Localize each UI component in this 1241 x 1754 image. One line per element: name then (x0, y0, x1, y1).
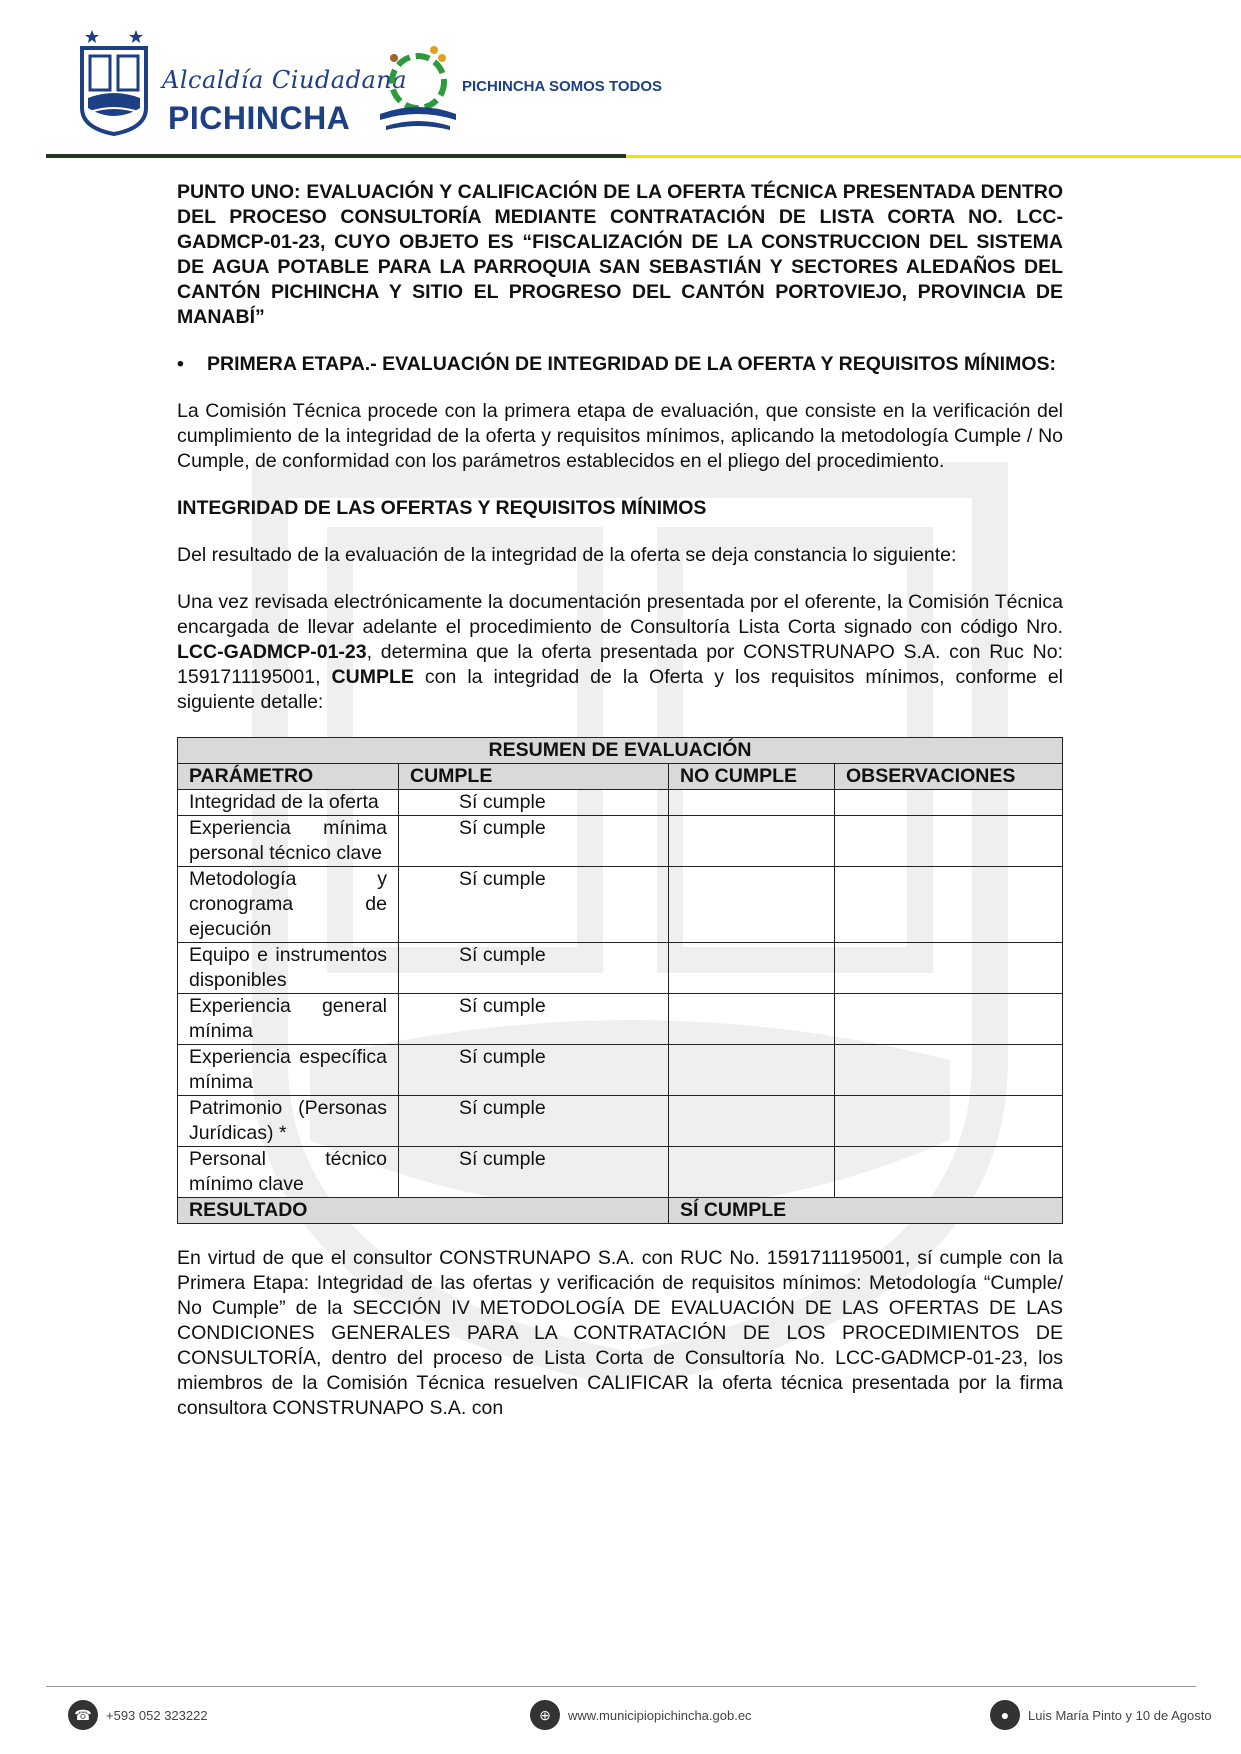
phone-icon: ☎ (68, 1700, 98, 1730)
header-cumple: CUMPLE (399, 764, 669, 790)
table-row (178, 994, 1063, 1045)
cell-param: Equipo e instrumentos disponibles (178, 943, 399, 994)
cell-no-cumple (669, 1147, 835, 1198)
table-result-row (178, 1198, 1063, 1224)
document-title: PUNTO UNO: EVALUACIÓN Y CALIFICACIÓN DE LA OFERTA TÉCNICA PRESENTADA DENTRO DEL PROCESO CONSULTORÍA MEDIANTE CONTRATACIÓN DE LISTA CORTA NO. LCC-GADMCP-01-23, CUYO OBJETO ES “FISCALIZACIÓN DE LA CONSTRUCCION DEL SISTEMA DE AGUA POTABLE PARA LA PARROQUIA SAN SEBASTIÁN Y SECTORES ALEDAÑOS DEL CANTÓN PICHINCHA Y SITIO EL PROGRESO DEL CANTÓN PORTOVIEJO, PROVINCIA DE MANABÍ” (177, 181, 1063, 328)
cell-cumple: Sí cumple (399, 1096, 669, 1147)
cell-observaciones (834, 943, 1062, 994)
cell-observaciones (834, 994, 1062, 1045)
section-heading: INTEGRIDAD DE LAS OFERTAS Y REQUISITOS MÍNIMOS (177, 497, 707, 519)
cell-param: Personal técnico mínimo clave (178, 1147, 399, 1198)
paragraph-3 (177, 590, 1063, 715)
header-divider-yellow (626, 155, 1241, 158)
footer-phone-text: +593 052 323222 (106, 1707, 208, 1723)
document-body (177, 180, 1063, 1421)
cell-no-cumple (669, 1096, 835, 1147)
evaluation-table (177, 737, 1063, 1224)
cell-no-cumple (669, 867, 835, 943)
slogan-logo-icon (376, 38, 460, 134)
result-label: RESULTADO (178, 1198, 669, 1224)
table-caption: RESUMEN DE EVALUACIÓN (178, 738, 1063, 764)
header-parametro: PARÁMETRO (178, 764, 399, 790)
header-no-cumple: NO CUMPLE (669, 764, 835, 790)
cell-param: Experiencia específica mínima (178, 1045, 399, 1096)
bullet-text: PRIMERA ETAPA.- EVALUACIÓN DE INTEGRIDAD DE LA OFERTA Y REQUISITOS MÍNIMOS: (207, 353, 1057, 375)
footer-address (990, 1700, 1212, 1730)
slogan-text: PICHINCHA SOMOS TODOS (462, 78, 663, 95)
cell-cumple: Sí cumple (399, 1045, 669, 1096)
header-observaciones: OBSERVACIONES (834, 764, 1062, 790)
paragraph-1: La Comisión Técnica procede con la primera etapa de evaluación, que consiste en la verificación del cumplimiento de la integridad de la oferta y requisitos mínimos, aplicando la metodología Cumple / No Cumple, de conformidad con los parámetros establecidos en el pliego del procedimiento. (177, 400, 1063, 472)
cell-observaciones (834, 816, 1062, 867)
cell-cumple: Sí cumple (399, 790, 669, 816)
cell-cumple: Sí cumple (399, 994, 669, 1045)
table-row (178, 1147, 1063, 1198)
table-row (178, 816, 1063, 867)
table-row (178, 1045, 1063, 1096)
brand-name: PICHINCHA (168, 100, 351, 136)
globe-icon: ⊕ (530, 1700, 560, 1730)
cell-observaciones (834, 1045, 1062, 1096)
bullet-item (177, 352, 1063, 377)
footer-divider (46, 1686, 1196, 1687)
cell-param: Experiencia general mínima (178, 994, 399, 1045)
cell-no-cumple (669, 943, 835, 994)
cell-observaciones (834, 1147, 1062, 1198)
process-code: LCC-GADMCP-01-23 (177, 641, 367, 663)
paragraph-4: En virtud de que el consultor CONSTRUNAPO S.A. con RUC No. 1591711195001, sí cumple con la Primera Etapa: Integridad de las ofertas y verificación de requisitos mínimos: Metodología “Cumple/ No Cumple” de la SECCIÓN IV METODOLOGÍA DE EVALUACIÓN DE LAS OFERTAS DE LAS CONDICIONES GENERALES PARA LA CONTRATACIÓN DE LOS PROCEDIMIENTOS DE CONSULTORÍA, dentro del proceso de Lista Corta de Consultoría No. LCC-GADMCP-01-23, los miembros de la Comisión Técnica resuelven CALIFICAR la oferta técnica presentada por la firma consultora CONSTRUNAPO S.A. con (177, 1247, 1063, 1419)
table-caption-row (178, 738, 1063, 764)
cell-no-cumple (669, 1045, 835, 1096)
p3-text-2: , determina que la oferta presentada por CONSTRUNAPO S.A. con Ruc No: 1591711195001, (177, 641, 1063, 688)
footer-phone (68, 1700, 208, 1730)
table-header-row (178, 764, 1063, 790)
cell-param: Integridad de la oferta (178, 790, 399, 816)
cell-cumple: Sí cumple (399, 1147, 669, 1198)
bullet-dot: • (177, 353, 184, 375)
cell-no-cumple (669, 816, 835, 867)
letterhead (0, 0, 1241, 165)
table-row (178, 790, 1063, 816)
municipal-crest-icon (78, 28, 150, 136)
cell-cumple: Sí cumple (399, 816, 669, 867)
location-pin-icon: ● (990, 1700, 1020, 1730)
table-row (178, 943, 1063, 994)
cumple-word: CUMPLE (331, 666, 414, 688)
cell-observaciones (834, 867, 1062, 943)
cell-observaciones (834, 790, 1062, 816)
header-divider-green (46, 154, 626, 158)
cell-param: Patrimonio (Personas Jurídicas) * (178, 1096, 399, 1147)
cell-no-cumple (669, 790, 835, 816)
cell-param: Metodología y cronograma de ejecución (178, 867, 399, 943)
paragraph-2: Del resultado de la evaluación de la integridad de la oferta se deja constancia lo siguiente: (177, 544, 957, 566)
p3-text-3: con la integridad de la Oferta y los requisitos mínimos, conforme el siguiente detalle: (177, 666, 1063, 713)
result-value: SÍ CUMPLE (669, 1198, 1063, 1224)
cell-observaciones (834, 1096, 1062, 1147)
cell-cumple: Sí cumple (399, 867, 669, 943)
footer-web-text: www.municipiopichincha.gob.ec (568, 1707, 752, 1723)
cell-param: Experiencia mínima personal técnico clave (178, 816, 399, 867)
footer-web (530, 1700, 752, 1730)
p3-text-1: Una vez revisada electrónicamente la documentación presentada por el oferente, la Comisión Técnica encargada de llevar adelante el procedimiento de Consultoría Lista Corta signado con código Nro. (177, 591, 1063, 638)
brand-script-text: Alcaldía Ciudadana (162, 66, 408, 94)
table-row (178, 867, 1063, 943)
table-row (178, 1096, 1063, 1147)
cell-no-cumple (669, 994, 835, 1045)
cell-cumple: Sí cumple (399, 943, 669, 994)
footer-address-text: Luis María Pinto y 10 de Agosto (1028, 1707, 1212, 1723)
